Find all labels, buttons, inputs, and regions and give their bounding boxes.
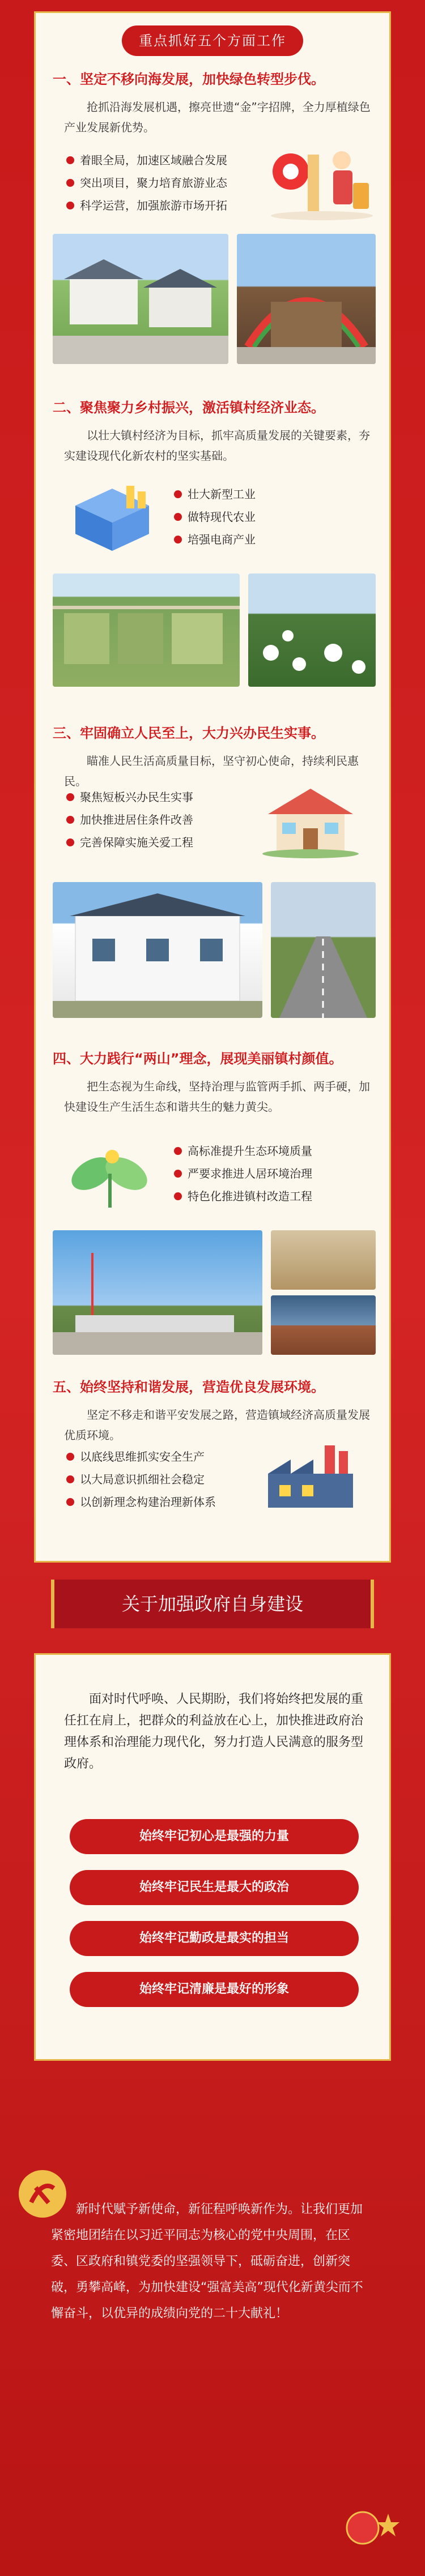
section-intro: 抢抓沿海发展机遇，擦亮世遗“金”字招牌，全力厚植绿色产业发展新优势。 <box>64 100 371 134</box>
work-card <box>34 11 391 1563</box>
village-houses-photo <box>53 234 228 364</box>
section-intro: 坚定不移走和谐平安发展之路，营造镇域经济高质量发展优质环境。 <box>64 1408 370 1442</box>
eco-leaves-icon <box>58 1134 166 1219</box>
bullet-item: 培强电商产业 <box>172 528 353 551</box>
bullet-item: 以底线思维抓实安全生产 <box>64 1445 245 1468</box>
bullet-item: 科学运营，加强旅游市场开拓 <box>64 194 245 217</box>
bullet-item: 完善保障实施关爱工程 <box>64 831 245 854</box>
bullet-item: 加快推进居住条件改善 <box>64 808 245 831</box>
town-square-photo <box>53 1230 262 1355</box>
principle-pill: 始终牢记民生是最大的政治 <box>70 1870 359 1905</box>
bullet-list <box>172 1140 353 1208</box>
section-4 <box>53 1049 376 1355</box>
bullet-item: 严要求推进人居环境治理 <box>172 1162 353 1185</box>
section2-banner: 关于加强政府自身建设 <box>51 1580 374 1628</box>
lantern-decoration-icon <box>340 2502 402 2553</box>
rural-road-photo <box>271 882 376 1018</box>
footer <box>0 2083 425 2576</box>
principle-pill: 始终牢记清廉是最好的形象 <box>70 1972 359 2007</box>
principle-pill: 始终牢记勤政是最实的担当 <box>70 1921 359 1956</box>
bullet-item: 突出项目，聚力培育旅游业态 <box>64 172 245 194</box>
card-title: 重点抓好五个方面工作 <box>122 25 303 56</box>
bullet-list <box>64 149 245 217</box>
section-2 <box>53 398 376 692</box>
factory-icon <box>257 1440 364 1513</box>
bullet-list <box>172 483 353 551</box>
government-card <box>34 1653 391 2061</box>
section-heading: 三、牢固确立人民至上，大力兴办民生实事。 <box>53 725 325 741</box>
section-heading: 四、大力践行“两山”理念，展现美丽镇村颜值。 <box>53 1051 343 1067</box>
bullet-item: 聚焦短板兴办民生实事 <box>64 786 245 808</box>
footer-paragraph: 新时代赋予新使命，新征程呼唤新作为。让我们更加紧密地团结在以习近平同志为核心的党中央周围，在区委、区政府和镇党委的坚强领导下，砥砺奋进，创新突破，勇攀高峰，为加快建设“强富美高”现代化新黄尖而不懈奋斗，以优异的成绩向党的二十大献礼！ <box>51 2202 363 2321</box>
travel-illustration-icon <box>268 138 376 222</box>
reed-field-photo <box>271 1230 376 1290</box>
section-3 <box>53 724 376 1018</box>
bullet-item: 壮大新型工业 <box>172 483 353 506</box>
government-paragraph: 面对时代呼唤、人民期盼，我们将始终把发展的重任扛在肩上，把群众的利益放在心上，加快推进政府治理体系和治理能力现代化，努力打造人民满意的服务型政府。 <box>64 1692 364 1771</box>
house-icon <box>257 774 364 859</box>
bullet-item: 以创新理念构建治理新体系 <box>64 1491 245 1513</box>
bullet-item: 高标准提升生态环境质量 <box>172 1140 353 1162</box>
farmland-photo <box>53 574 240 687</box>
bullet-list <box>64 786 245 854</box>
principle-pill: 始终牢记初心是最强的力量 <box>70 1819 359 1854</box>
bullet-item: 以大局意识抓细社会稳定 <box>64 1468 245 1491</box>
section-intro: 瞄准人民生活高质量目标，坚守初心使命，持续利民惠民。 <box>64 754 359 788</box>
section-heading: 一、坚定不移向海发展，加快绿色转型步伐。 <box>53 71 325 87</box>
bullet-list <box>64 1445 245 1513</box>
section-1 <box>53 70 376 364</box>
section-heading: 二、聚焦聚力乡村振兴，激活镇村经济业态。 <box>53 400 325 416</box>
section-intro: 以壮大镇村经济为目标，抓牢高质量发展的关键要素，夯实建设现代化新农村的坚实基础。 <box>64 429 370 463</box>
section-intro: 把生态视为生命线，坚持治理与监管两手抓、两手硬，加快建设生产生活生态和谐共生的魅力黄尖。 <box>64 1080 370 1114</box>
residential-building-photo <box>53 882 262 1018</box>
industry-cube-icon <box>58 472 166 557</box>
bullet-item: 做特现代农业 <box>172 506 353 528</box>
bullet-item: 特色化推进镇村改造工程 <box>172 1185 353 1208</box>
tourism-gate-photo <box>237 234 376 364</box>
section-heading: 五、始终坚持和谐发展，营造优良发展环境。 <box>53 1379 325 1395</box>
orchard-photo <box>248 574 376 687</box>
bullet-item: 着眼全局，加速区域融合发展 <box>64 149 245 172</box>
harbor-photo <box>271 1295 376 1355</box>
section-5 <box>53 1377 376 1559</box>
